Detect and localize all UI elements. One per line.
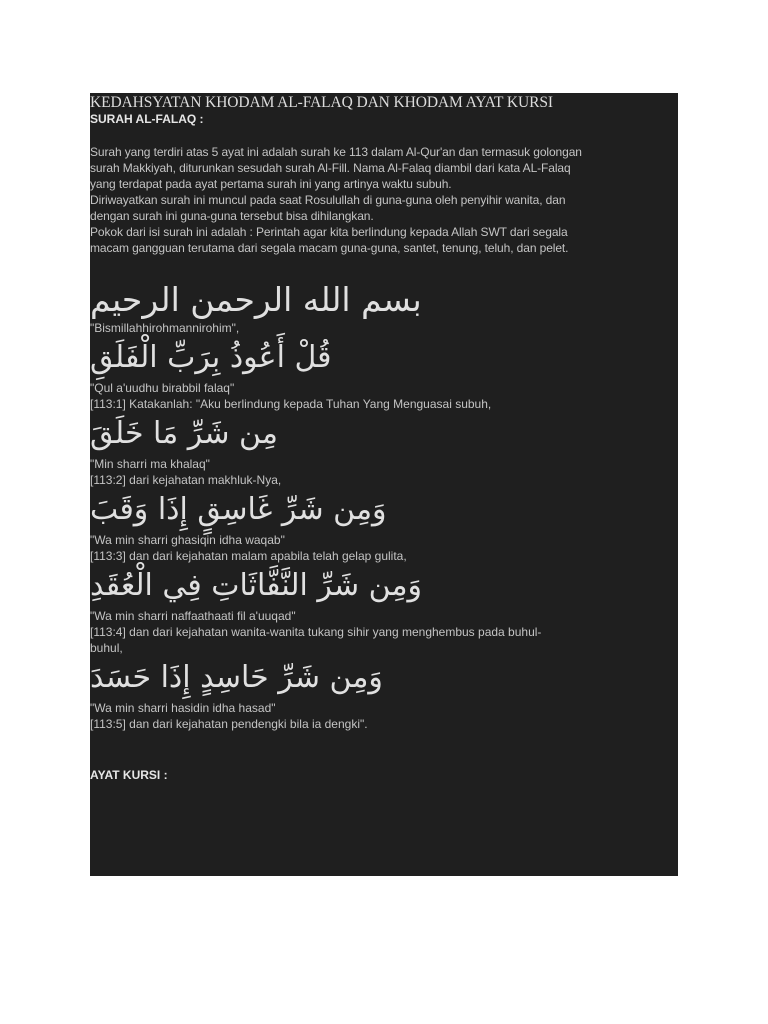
bismillah-arabic: بسم الله الرحمن الرحيم — [90, 280, 422, 319]
verse-arabic: قُلْ أَعُوذُ بِرَبِّ الْفَلَقِ — [90, 340, 332, 375]
intro-line: surah Makkiyah, diturunkan sesudah surah Al-Fill. Nama Al-Falaq diambil dari kata AL-Falaq — [90, 161, 571, 175]
document-page — [90, 93, 678, 876]
intro-line: Pokok dari isi surah ini adalah : Perintah agar kita berlindung kepada Allah SWT dari segala — [90, 225, 568, 239]
verse-arabic: وَمِن شَرِّ النَّفَّاثَاتِ فِي الْعُقَدِ — [90, 568, 423, 603]
verse-translation: [113:2] dari kejahatan makhluk-Nya, — [90, 473, 282, 487]
verse-transliteration: "Min sharri ma khalaq" — [90, 457, 210, 471]
verse-translation: [113:4] dan dari kejahatan wanita-wanita tukang sihir yang menghembus pada buhul- — [90, 625, 542, 639]
verse-translation: [113:5] dan dari kejahatan pendengki bila ia dengki". — [90, 717, 368, 731]
bismillah-transliteration: "Bismillahhirohmannirohim", — [90, 321, 240, 335]
intro-line: Diriwayatkan surah ini muncul pada saat Rosulullah di guna-guna oleh penyihir wanita, dan — [90, 193, 566, 207]
verse-translation: buhul, — [90, 641, 123, 655]
intro-line: dengan surah ini guna-guna tersebut bisa dihilangkan. — [90, 209, 374, 223]
verse-arabic: وَمِن شَرِّ غَاسِقٍ إِذَا وَقَبَ — [90, 492, 387, 527]
intro-line: macam gangguan terutama dari segala macam guna-guna, santet, tenung, teluh, dan pelet. — [90, 241, 569, 255]
verse-2 — [90, 412, 678, 488]
verse-4 — [90, 564, 678, 656]
verse-transliteration: "Wa min sharri naffaathaati fil a'uuqad" — [90, 609, 296, 623]
spacer — [90, 732, 678, 768]
verse-1 — [90, 336, 678, 412]
ayat-kursi-heading: AYAT KURSI : — [90, 768, 168, 782]
verse-translation: [113:3] dan dari kejahatan malam apabila telah gelap gulita, — [90, 549, 407, 563]
verse-transliteration: "Wa min sharri ghasiqin idha waqab" — [90, 533, 285, 547]
intro-line: Surah yang terdiri atas 5 ayat ini adalah surah ke 113 dalam Al-Qur'an dan termasuk golongan — [90, 145, 582, 159]
intro-line: yang terdapat pada ayat pertama surah ini yang artinya waktu subuh. — [90, 177, 452, 191]
document-title: KEDAHSYATAN KHODAM AL-FALAQ DAN KHODAM AYAT KURSI — [90, 94, 553, 111]
intro-paragraph — [90, 144, 678, 256]
verse-5 — [90, 656, 678, 732]
surah-heading: SURAH AL-FALAQ : — [90, 112, 204, 126]
verse-transliteration: "Qul a'uudhu birabbil falaq" — [90, 381, 235, 395]
verse-transliteration: "Wa min sharri hasidin idha hasad" — [90, 701, 276, 715]
verse-arabic: وَمِن شَرِّ حَاسِدٍ إِذَا حَسَدَ — [90, 660, 383, 695]
verse-3 — [90, 488, 678, 564]
verse-arabic: مِن شَرِّ مَا خَلَقَ — [90, 416, 278, 451]
verse-translation: [113:1] Katakanlah: "Aku berlindung kepada Tuhan Yang Menguasai subuh, — [90, 397, 492, 411]
